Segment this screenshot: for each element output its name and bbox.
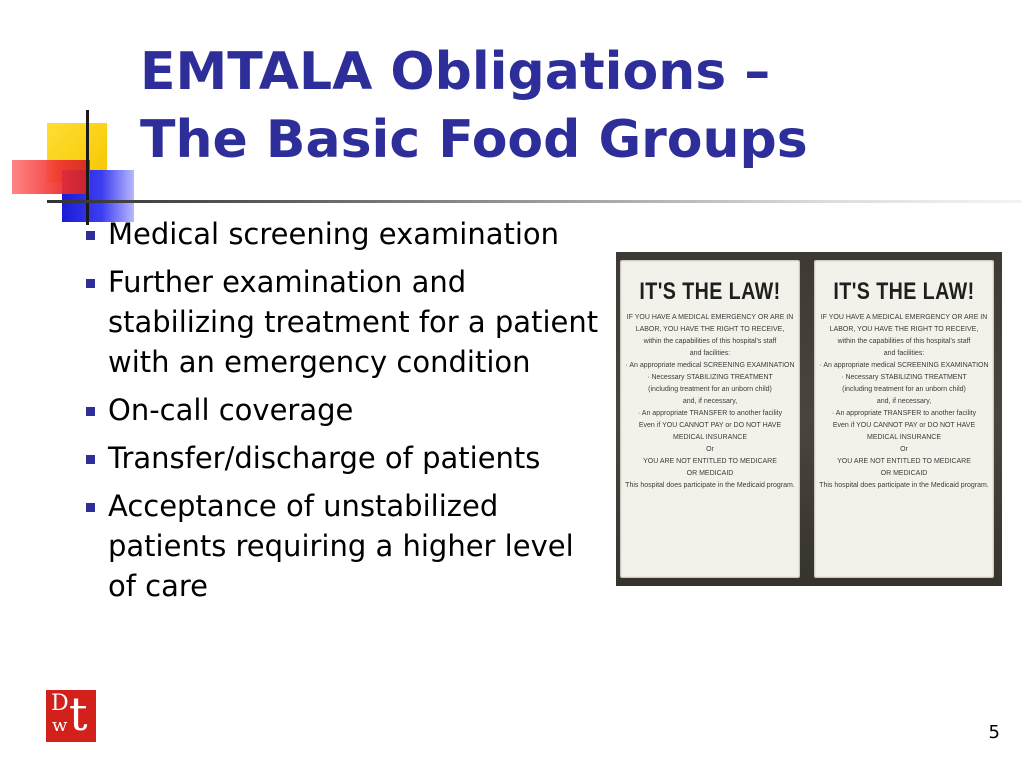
bullet-item	[82, 214, 610, 254]
bullet-item	[82, 262, 610, 382]
decorative-red-bar	[12, 160, 90, 194]
sign-body-line: Even if YOU CANNOT PAY or DO NOT HAVE	[832, 422, 976, 429]
logo-letter-w: w	[52, 715, 68, 736]
sign-body-line: YOU ARE NOT ENTITLED TO MEDICARE	[643, 458, 777, 465]
sign-body-line: MEDICAL INSURANCE	[866, 434, 942, 441]
sign-body-line: MEDICAL INSURANCE	[672, 434, 748, 441]
logo-letter-d: D	[51, 691, 69, 716]
bullet-square-icon	[86, 407, 95, 416]
sign-body-line: within the capabilities of this hospital's staff	[837, 338, 971, 345]
sign-body-line: (including treatment for an unborn child)	[842, 386, 966, 393]
sign-heading: IT'S THE LAW!	[639, 278, 781, 305]
sign-body-line: Or	[706, 446, 714, 453]
sign-body-line: · An appropriate medical SCREENING EXAMINATION	[625, 362, 795, 369]
bullet-item	[82, 486, 610, 606]
slide-title-line-2: The Basic Food Groups	[140, 110, 808, 170]
sign-body-line: Or	[900, 446, 908, 453]
sign-body-line: · Necessary STABILIZING TREATMENT	[647, 374, 773, 381]
bullet-text: Acceptance of unstabilized patients requiring a higher level of care	[108, 489, 574, 603]
sign-body-line: and, if necessary,	[876, 398, 932, 405]
sign-body-line: LABOR, YOU HAVE THE RIGHT TO RECEIVE,	[829, 326, 979, 333]
sign-body-line: IF YOU HAVE A MEDICAL EMERGENCY OR ARE IN	[626, 314, 794, 321]
page-number: 5	[988, 722, 1000, 743]
sign-body-line: Even if YOU CANNOT PAY or DO NOT HAVE	[638, 422, 782, 429]
slide-title	[140, 38, 1000, 174]
sign-body-line: IF YOU HAVE A MEDICAL EMERGENCY OR ARE IN	[820, 314, 988, 321]
sign-body-line: · An appropriate medical SCREENING EXAMINATION	[819, 362, 989, 369]
bullet-item	[82, 438, 610, 478]
sign-body-line: LABOR, YOU HAVE THE RIGHT TO RECEIVE,	[635, 326, 785, 333]
sign-body-line: and facilities:	[689, 350, 731, 357]
bullet-text: Further examination and stabilizing treatment for a patient with an emergency condition	[108, 265, 599, 379]
logo-letter-t: t	[69, 687, 88, 741]
emtala-sign-right	[814, 260, 994, 578]
title-divider-line	[47, 200, 1022, 203]
sign-body-line: YOU ARE NOT ENTITLED TO MEDICARE	[837, 458, 971, 465]
bullet-square-icon	[86, 503, 95, 512]
sign-body-line: OR MEDICAID	[686, 470, 734, 477]
sign-heading: IT'S THE LAW!	[833, 278, 975, 305]
slide-title-line-1: EMTALA Obligations –	[140, 42, 771, 102]
bullet-list	[82, 214, 610, 614]
sign-body-line: · An appropriate TRANSFER to another facility	[831, 410, 977, 417]
bullet-text: Transfer/discharge of patients	[108, 441, 541, 475]
sign-body-line: This hospital does participate in the Medicaid program.	[625, 482, 795, 489]
sign-body	[818, 312, 990, 492]
bullet-text: On-call coverage	[108, 393, 354, 427]
bullet-square-icon	[86, 231, 95, 240]
bullet-square-icon	[86, 455, 95, 464]
bullet-text: Medical screening examination	[108, 217, 560, 251]
emtala-signs-photo	[616, 252, 1002, 586]
decorative-vertical-line	[86, 110, 89, 225]
bullet-square-icon	[86, 279, 95, 288]
sign-body-line: · Necessary STABILIZING TREATMENT	[841, 374, 967, 381]
bullet-item	[82, 390, 610, 430]
sign-body-line: within the capabilities of this hospital's staff	[643, 338, 777, 345]
sign-body	[624, 312, 796, 492]
emtala-sign-left	[620, 260, 800, 578]
sign-body-line: OR MEDICAID	[880, 470, 928, 477]
sign-body-line: and, if necessary,	[682, 398, 738, 405]
sign-body-line: (including treatment for an unborn child)	[648, 386, 772, 393]
sign-body-line: · An appropriate TRANSFER to another facility	[637, 410, 783, 417]
dwt-logo	[46, 687, 96, 742]
sign-body-line: This hospital does participate in the Medicaid program.	[819, 482, 989, 489]
sign-body-line: and facilities:	[883, 350, 925, 357]
